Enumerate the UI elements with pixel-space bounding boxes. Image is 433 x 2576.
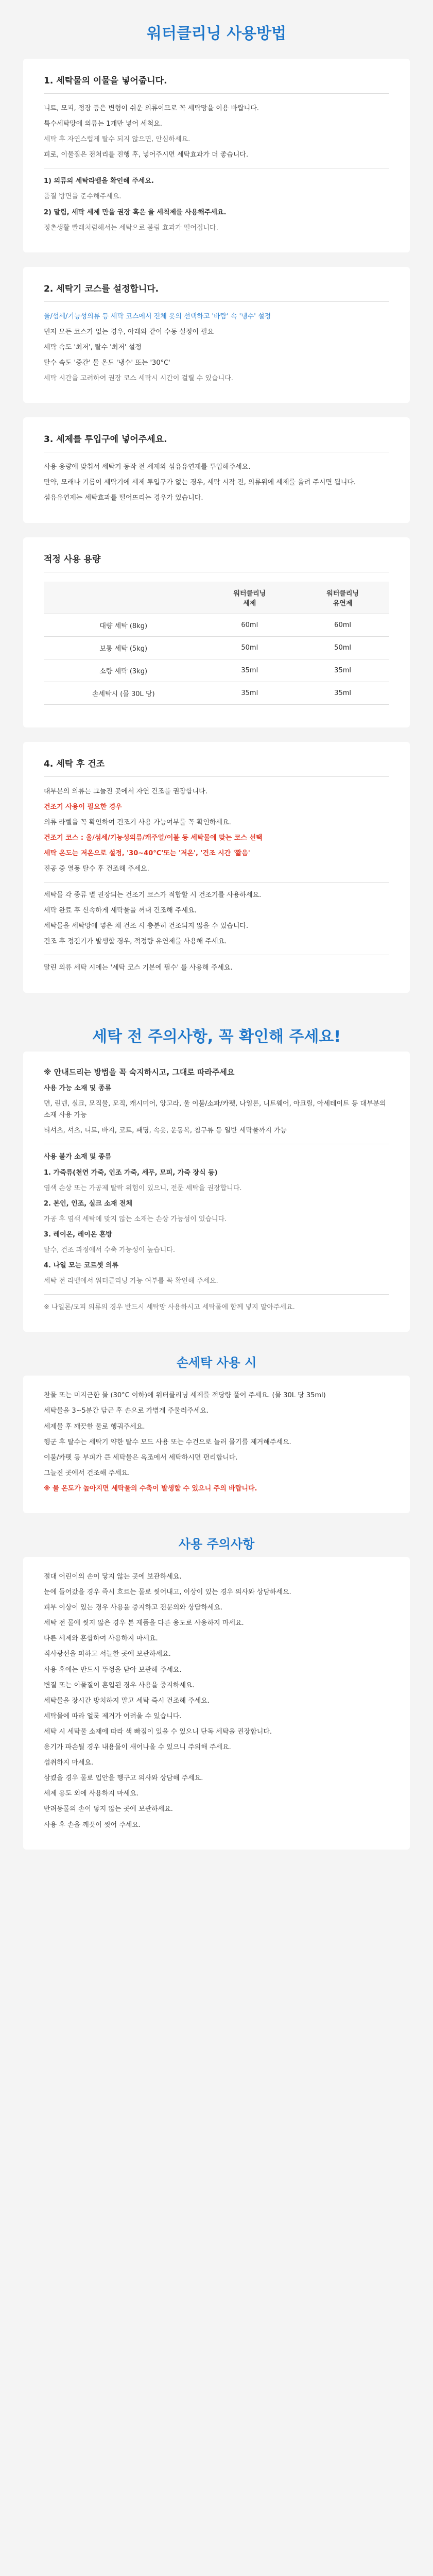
table-cell: 35ml xyxy=(203,682,296,704)
unusable-3-detail: 탈수, 건조 과정에서 수축 가능성이 높습니다. xyxy=(44,1246,175,1254)
table-cell: 35ml xyxy=(203,659,296,682)
step1-p3: 세탁 후 자연스럽게 탈수 되지 않으면, 안심하세요. xyxy=(44,135,190,144)
usable-title: 사용 가능 소재 및 종류 xyxy=(44,1084,112,1093)
table-cell: 손세탁시 (물 30L 당) xyxy=(44,682,203,704)
step3-p3: 섬유유연제는 세탁효과를 떨어뜨리는 경우가 있습니다. xyxy=(44,494,203,502)
dosage-table xyxy=(44,582,389,705)
step1-p4: 피로, 이물질은 전처리를 진행 후, 넣어주시면 세탁효과가 더 좋습니다. xyxy=(44,151,249,159)
step2-card xyxy=(23,267,410,403)
caution-item: 사용 후 손을 깨끗이 씻어 주세요. xyxy=(44,1821,141,1829)
hero-title: 워터클리닝 사용방법 xyxy=(146,25,287,43)
step1-p1: 니트, 모피, 정장 등은 변형이 쉬운 의류이므로 꼭 세탁망을 이용 바랍니다. xyxy=(44,105,259,112)
table-row xyxy=(44,659,389,682)
table-cell: 소량 세탁 (3kg) xyxy=(44,659,203,682)
step4-p6: 진공 중 열풍 탈수 후 건조해 주세요. xyxy=(44,865,149,873)
caution-item: 눈에 들어갔을 경우 즉시 흐르는 물로 씻어내고, 이상이 있는 경우 의사와 상담하세요. xyxy=(44,1588,291,1597)
table-cell: 35ml xyxy=(296,682,389,704)
step4-p10: 건조 후 정전기가 발생할 경우, 적정량 유연제를 사용해 주세요. xyxy=(44,938,227,946)
unusable-2: 2. 본인, 인조, 실크 소재 전체 xyxy=(44,1199,133,1208)
table-cell: 50ml xyxy=(203,636,296,659)
step4-card xyxy=(23,742,410,993)
hand-b4: 헹군 후 탈수는 세탁기 약한 탈수 모드 사용 또는 수건으로 눌러 물기를 제거해주세요. xyxy=(44,1438,291,1446)
caution-item: 세탁 전 물에 씻지 않은 경우 본 제품을 다른 용도로 사용하지 마세요. xyxy=(44,1619,244,1628)
step3-p2: 만약, 모래나 기름이 세탁기에 세제 투입구가 없는 경우, 세탁 시작 전, 의류위에 세제를 올려 주시면 됩니다. xyxy=(44,479,356,487)
divider xyxy=(44,882,389,883)
caution-item: 다른 세제와 혼합하여 사용하지 마세요. xyxy=(44,1635,158,1643)
caution-item: 직사광선을 피하고 서늘한 곳에 보관하세요. xyxy=(44,1650,171,1658)
step4-p4: 건조기 코스 : 울/섬세/기능성의류/캐주얼/이불 등 세탁물에 맞는 코스 선택 xyxy=(44,834,263,842)
step4-p8: 세탁 완료 후 신속하게 세탁물을 꺼내 건조해 주세요. xyxy=(44,907,197,915)
section2-title: 손세탁 사용 시 xyxy=(176,1355,257,1370)
step4-p2: 건조기 사용이 필요한 경우 xyxy=(44,803,122,811)
hand-b2: 세탁물을 3~5분간 담근 후 손으로 가볍게 주물러주세요. xyxy=(44,1407,209,1415)
caution-item: 세탁물을 장시간 방치하지 말고 세탁 즉시 건조해 주세요. xyxy=(44,1697,210,1705)
step1-p2: 특수세탁망에 의류는 1개만 넣어 세척요. xyxy=(44,120,162,128)
step2-title: 2. 세탁기 코스를 설정합니다. xyxy=(44,281,389,302)
step4-p9: 세탁물을 세탁망에 넣은 채 건조 시 충분히 건조되지 않을 수 있습니다. xyxy=(44,922,249,930)
step1-p6: 품질 방면을 준수해주세요. xyxy=(44,193,122,201)
step3-title: 3. 세제를 투입구에 넣어주세요. xyxy=(44,432,389,452)
table-cell: 35ml xyxy=(296,659,389,682)
table-head-1 xyxy=(44,582,203,614)
caution-item: 사용 후에는 반드시 뚜껑을 닫아 보관해 주세요. xyxy=(44,1666,182,1674)
step2-p3: 세탁 속도 '최저', 탈수 '최저' 설정 xyxy=(44,343,142,351)
hand-b1: 찬물 또는 미지근한 물 (30°C 이하)에 워터클리닝 세제를 적당량 풀어 주세요. (물 30L 당 35ml) xyxy=(44,1392,326,1400)
hand-card xyxy=(23,1376,410,1513)
table-cell: 보통 세탁 (5kg) xyxy=(44,636,203,659)
step4-p1: 대부분의 의류는 그늘진 곳에서 자연 건조를 권장합니다. xyxy=(44,787,207,795)
table-row xyxy=(44,682,389,704)
warn-note: ※ 나일론/모피 의류의 경우 반드시 세탁망 사용하시고 세탁물에 함께 넣지 말아주세요. xyxy=(44,1303,295,1312)
table-cell: 50ml xyxy=(296,636,389,659)
caution-item: 절대 어린이의 손이 닿지 않는 곳에 보관하세요. xyxy=(44,1573,182,1581)
table-cell: 60ml xyxy=(203,614,296,636)
step2-p4: 탈수 속도 '중간' 물 온도 '냉수' 또는 '30°C' xyxy=(44,359,170,367)
step2-p1: 울/섬세/기능성의류 등 세탁 코스에서 전체 옷의 선택하고 '바람' 속 '냉수' 설정 xyxy=(44,312,271,320)
section1-title: 세탁 전 주의사항, 꼭 확인해 주세요! xyxy=(92,1027,341,1046)
caution-item: 삼켰을 경우 물로 입안을 헹구고 의사와 상담해 주세요. xyxy=(44,1774,203,1783)
table-head-2: 워터클리닝 세제 xyxy=(203,582,296,614)
step1-p7: 2) 말림, 세탁 세제 만을 권장 혹은 울 세척제를 사용해주세요. xyxy=(44,208,227,216)
caution-item: 변질 또는 이물질이 혼입된 경우 사용을 중지하세요. xyxy=(44,1681,195,1689)
warn-intro: ※ 안내드리는 방법을 꼭 숙지하시고, 그대로 따라주세요 xyxy=(44,1067,235,1077)
usable-1: 면, 린넨, 실크, 모직물, 모직, 캐시미어, 앙고라, 울 이불/소파/카펫, 나일론, 니트웨어, 아크릴, 아세테이트 등 대부분의 소재 사용 가능 xyxy=(44,1100,386,1120)
unusable-4: 4. 나일 모는 코르셋 의류 xyxy=(44,1262,119,1270)
step4-p5: 세탁 온도는 저온으로 설정, '30~40°C'또는 '저온', '건조 시간 '짧음' xyxy=(44,849,250,857)
step4-title: 4. 세탁 후 건조 xyxy=(44,756,389,777)
table-card xyxy=(23,537,410,727)
step1-title: 1. 세탁물의 이물을 넣어줍니다. xyxy=(44,73,389,94)
step1-card xyxy=(23,59,410,252)
step2-p5: 세탁 시간을 고려하여 권장 코스 세탁시 시간이 걸릴 수 있습니다. xyxy=(44,375,233,383)
caution-item: 피부 이상이 있는 경우 사용을 중지하고 전문의와 상담하세요. xyxy=(44,1604,223,1612)
table-row xyxy=(44,614,389,636)
caution-item: 용기가 파손될 경우 내용물이 새어나올 수 있으니 주의해 주세요. xyxy=(44,1743,231,1752)
unusable-1: 1. 가죽류(천연 가죽, 인조 가죽, 세무, 모피, 가죽 장식 등) xyxy=(44,1168,218,1177)
caution-item: 세제 용도 외에 사용하지 마세요. xyxy=(44,1790,138,1798)
step4-p11: 말린 의류 세탁 시에는 '세탁 코스 기본에 필수' 를 사용해 주세요. xyxy=(44,964,233,972)
hand-b5: 이불/카펫 등 부피가 큰 세탁물은 욕조에서 세탁하시면 편리합니다. xyxy=(44,1453,238,1462)
step4-p3: 의류 라벨을 꼭 확인하여 건조기 사용 가능여부를 꼭 확인하세요. xyxy=(44,818,231,826)
usable-2: 티셔츠, 셔츠, 니트, 바지, 코트, 패딩, 속옷, 운동복, 침구류 등 일반 세탁물까지 가능 xyxy=(44,1127,287,1135)
unusable-1-detail: 염색 손상 또는 가공제 탈락 위험이 있으니, 전문 세탁을 권장합니다. xyxy=(44,1184,242,1192)
table-cell: 대량 세탁 (8kg) xyxy=(44,614,203,636)
hand-b3: 세제물 후 깨끗한 물로 헹궈주세요. xyxy=(44,1422,145,1431)
hand-b6: 그늘진 곳에서 건조해 주세요. xyxy=(44,1469,130,1477)
hero xyxy=(0,0,433,59)
step3-card xyxy=(23,417,410,522)
unusable-4-detail: 세탁 전 라벨에서 워터클리닝 가능 여부를 꼭 확인해 주세요. xyxy=(44,1277,218,1285)
step3-p1: 사용 용량에 맞춰서 세탁기 동작 전 세제와 섬유유연제를 투입해주세요. xyxy=(44,463,251,471)
table-cell: 60ml xyxy=(296,614,389,636)
hand-b7: ※ 물 온도가 높아지면 세탁물의 수축이 발생할 수 있으니 주의 바랍니다. xyxy=(44,1484,257,1493)
table-title: 적정 사용 용량 xyxy=(44,552,389,572)
caution-item: 세탁물에 따라 얼룩 제거가 어려울 수 있습니다. xyxy=(44,1712,182,1720)
caution-item: 세탁 시 세탁물 소재에 따라 색 빠짐이 있을 수 있으니 단독 세탁을 권장합니다. xyxy=(44,1727,272,1736)
caution-card xyxy=(23,1557,410,1850)
caution-item: 섭취하지 마세요. xyxy=(44,1759,94,1767)
step2-p2: 먼저 모든 코스가 없는 경우, 아래와 같이 수동 설정이 필요 xyxy=(44,328,214,336)
table-head-3: 워터클리닝 유연제 xyxy=(296,582,389,614)
warn-card xyxy=(23,1052,410,1332)
divider xyxy=(44,1294,389,1295)
unusable-3: 3. 레이온, 레이온 혼방 xyxy=(44,1230,112,1239)
step1-p5: 1) 의류의 세탁라벨을 확인해 주세요. xyxy=(44,177,154,185)
step4-p7: 세탁물 각 종류 별 권장되는 건조기 코스가 적합할 시 건조기를 사용하세요. xyxy=(44,891,262,900)
section3-title: 사용 주의사항 xyxy=(178,1537,255,1551)
caution-item: 반려동물의 손이 닿지 않는 곳에 보관하세요. xyxy=(44,1805,173,1814)
step1-p8: 정촌생활 빨래처럼해서는 세탁으로 불림 효과가 떨어집니다. xyxy=(44,224,218,232)
table-row xyxy=(44,636,389,659)
unusable-title: 사용 불가 소재 및 종류 xyxy=(44,1153,112,1161)
unusable-2-detail: 가공 후 염색 세탁에 맞지 않는 소재는 손상 가능성이 있습니다. xyxy=(44,1215,227,1223)
